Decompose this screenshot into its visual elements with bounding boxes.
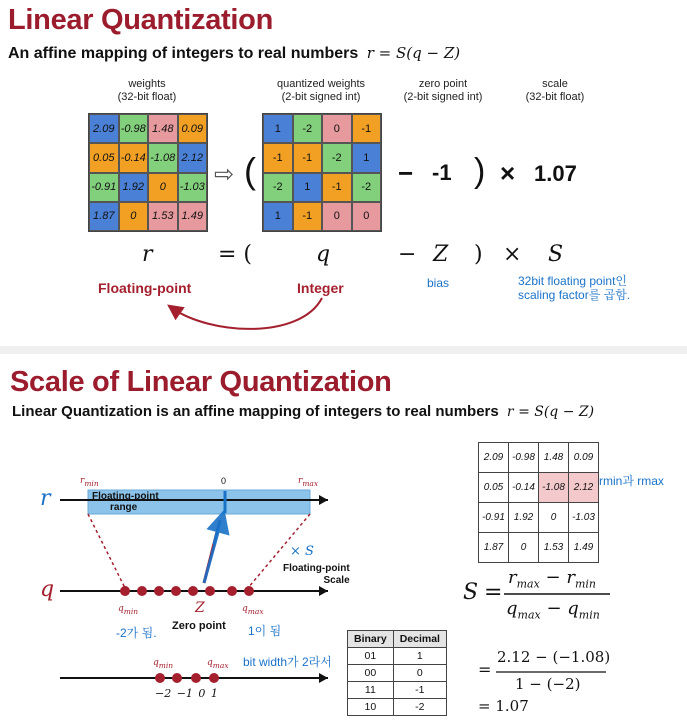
weight-cell: 2.09 [89, 114, 119, 143]
label-line: range [110, 502, 138, 513]
num-max: max [516, 577, 540, 591]
q-axis-label: q [40, 577, 55, 602]
rmax-sub: max [302, 478, 319, 488]
qmax-sub: max [247, 606, 264, 616]
eq-minus: − [398, 242, 417, 267]
note-qmax: 1이 됨 [248, 624, 282, 638]
small-grid-cell: -0.98 [509, 443, 539, 473]
weight-cell: -0.91 [89, 173, 119, 202]
qmin-label [118, 604, 138, 616]
qmax-label [242, 604, 264, 616]
bit-qmax-label [207, 658, 229, 670]
weight-cell: 0 [119, 202, 149, 231]
qweight-cell: 1 [293, 173, 323, 202]
qweight-cell: -1 [352, 114, 382, 143]
fp-scale-label [283, 563, 350, 587]
qmin-base: q [118, 604, 124, 614]
weight-cell: -0.14 [119, 143, 149, 172]
s-numerator: $r_{max} - r_{min}$ [508, 567, 596, 591]
qweight-cell: -1 [293, 143, 323, 172]
q-axis-arrowhead [319, 586, 328, 596]
binary-decimal-table [347, 630, 447, 716]
qweight-cell: -2 [263, 173, 293, 202]
small-grid-cell: 2.09 [479, 443, 509, 473]
section1-title: Linear Quantization [8, 4, 273, 36]
calc-denominator: 1 − (−2) [515, 675, 581, 693]
open-paren: ( [244, 150, 256, 191]
calc-result: = 1.07 [478, 697, 529, 715]
curved-arrow [172, 298, 322, 329]
note-line: 32bit floating point인 [518, 274, 627, 288]
table-cell: 10 [348, 699, 394, 716]
qweight-cell: 0 [322, 114, 352, 143]
den-q1: q [506, 598, 518, 619]
bit-axis-arrowhead [319, 673, 328, 683]
qmax-base: q [242, 604, 248, 614]
section2-subtitle [12, 403, 594, 420]
zero-map-arrow [204, 518, 222, 583]
small-grid-cell: 1.48 [539, 443, 569, 473]
arrow-right-icon: ⇨ [214, 161, 235, 188]
den-max: max [517, 608, 541, 622]
rmin-label [80, 476, 99, 488]
zero-point-value: -1 [432, 160, 452, 185]
small-grid-cell: 1.49 [569, 533, 599, 563]
table-header: Binary [348, 631, 394, 648]
calc-eq1: = [478, 660, 492, 679]
small-grid-cell: -1.08 [539, 473, 569, 503]
z-label: Z [195, 600, 205, 616]
s-formula-S: S [463, 580, 479, 605]
header-line: weights [128, 78, 166, 90]
weight-cell: 0.05 [89, 143, 119, 172]
num-min: min [574, 577, 596, 591]
small-grid-cell: -1.03 [569, 503, 599, 533]
small-grid-cell: 0.05 [479, 473, 509, 503]
times-s-label: × S [290, 544, 314, 559]
s-formula-eq: = [484, 580, 503, 605]
qweight-cell: -2 [293, 114, 323, 143]
small-grid-cell: -0.14 [509, 473, 539, 503]
small-grid-cell: 1.87 [479, 533, 509, 563]
qweight-cell: 1 [263, 114, 293, 143]
table-row [348, 682, 447, 699]
eq-q: q [316, 242, 331, 267]
bit-qmax-sub: max [212, 660, 229, 670]
zero-point-label: Zero point [172, 620, 226, 632]
weight-cell: 1.53 [148, 202, 178, 231]
bit-qmin-label [153, 658, 173, 670]
qweight-cell: -1 [293, 202, 323, 231]
small-grid-cell: 1.53 [539, 533, 569, 563]
qweight-cell: 0 [322, 202, 352, 231]
header-line: (32-bit float) [525, 91, 585, 103]
label-floating-point: Floating-point [98, 280, 192, 296]
weight-cell: -0.98 [119, 114, 149, 143]
small-grid-cell: 2.12 [569, 473, 599, 503]
weight-cell: 1.92 [119, 173, 149, 202]
note-line: scaling factor를 곱함. [518, 288, 631, 302]
table-row [348, 648, 447, 665]
rmin-base: r [80, 476, 85, 486]
table-row [348, 699, 447, 716]
note-qmin: -2가 됨. [116, 626, 157, 640]
weights-small-matrix [478, 442, 599, 563]
bit-qmin-base: q [153, 658, 159, 668]
small-grid-cell: 0.09 [569, 443, 599, 473]
rmax-base: r [298, 476, 303, 486]
note-rminmax: rmin과 rmax [599, 474, 664, 488]
table-cell: -2 [393, 699, 446, 716]
num-r2: r [566, 567, 575, 588]
weight-cell: 1.48 [148, 114, 178, 143]
qweight-cell: 1 [263, 202, 293, 231]
qmin-sub: min [123, 606, 139, 616]
weight-cell: 0.09 [178, 114, 208, 143]
header-line: (2-bit signed int) [281, 91, 361, 103]
rmax-label [298, 476, 318, 488]
table-cell: 1 [393, 648, 446, 665]
qweight-cell: -1 [263, 143, 293, 172]
scale-value: 1.07 [534, 161, 577, 186]
table-header: Decimal [393, 631, 446, 648]
subtitle-text: Linear Quantization is an affine mapping of integers to real numbers [12, 403, 499, 420]
table-row [348, 665, 447, 682]
table-cell: 11 [348, 682, 394, 699]
eq-times: × [503, 242, 522, 267]
qweight-cell: -2 [352, 173, 382, 202]
small-grid-cell: 1.92 [509, 503, 539, 533]
section2-title: Scale of Linear Quantization [10, 366, 392, 398]
qweight-cell: 0 [352, 202, 382, 231]
label-line: Floating-point [92, 491, 159, 502]
header-line: scale [542, 78, 568, 90]
weight-cell: 1.49 [178, 202, 208, 231]
s-denominator: $q_{max} - q_{min}$ [506, 598, 600, 622]
weight-cell: 1.87 [89, 202, 119, 231]
fp-range-label [92, 491, 159, 513]
eq-S: S [548, 242, 564, 267]
den-q2: q [567, 598, 579, 619]
qweight-cell: -1 [322, 173, 352, 202]
formula: r = S(q − Z) [506, 404, 595, 420]
label-integer: Integer [297, 280, 344, 296]
weight-cell: -1.03 [178, 173, 208, 202]
zero-label: 0 [221, 476, 227, 486]
qweight-cell: -2 [322, 143, 352, 172]
label-line: Floating-point [283, 563, 350, 574]
qweight-cell: 1 [352, 143, 382, 172]
den-min: min [578, 608, 600, 622]
note-bitwidth: bit width가 2라서 [243, 655, 332, 669]
weight-cell: -1.08 [148, 143, 178, 172]
formula: r = S(q − Z) [366, 44, 461, 62]
bit-qmin-sub: min [158, 660, 174, 670]
small-grid-cell: 0 [539, 503, 569, 533]
small-grid-cell: 0 [509, 533, 539, 563]
rmin-sub: min [84, 478, 99, 488]
close-paren: ) [474, 152, 486, 190]
header-line: (32-bit float) [117, 91, 177, 103]
dotted-min-line [88, 514, 125, 588]
subtitle-text: An affine mapping of integers to real numbers [8, 45, 359, 62]
header-line: quantized weights [276, 78, 366, 90]
table-cell: 00 [348, 665, 394, 682]
eq-r: r [142, 242, 153, 267]
table-cell: 0 [393, 665, 446, 682]
small-grid-cell: -0.91 [479, 503, 509, 533]
header-line: (2-bit signed int) [403, 91, 483, 103]
table-cell: 01 [348, 648, 394, 665]
bit-qmax-base: q [207, 658, 213, 668]
times-op: × [500, 158, 516, 188]
header-line: zero point [418, 78, 468, 90]
eq-close: ) [474, 242, 483, 267]
minus-op: − [398, 158, 414, 188]
r-axis-label: r [40, 486, 51, 511]
bit-axis-ticks: −2 −1 0 1 [155, 687, 218, 700]
calc-numerator: 2.12 − (−1.08) [497, 648, 611, 666]
num-r1: r [508, 567, 517, 588]
note-bias: bias [427, 276, 450, 290]
r-axis-arrowhead [319, 495, 328, 505]
eq-Z: Z [433, 242, 449, 267]
table-cell: -1 [393, 682, 446, 699]
weight-cell: 0 [148, 173, 178, 202]
eq-equals: = ( [218, 242, 253, 267]
weight-cell: 2.12 [178, 143, 208, 172]
label-line: Scale [323, 575, 350, 586]
